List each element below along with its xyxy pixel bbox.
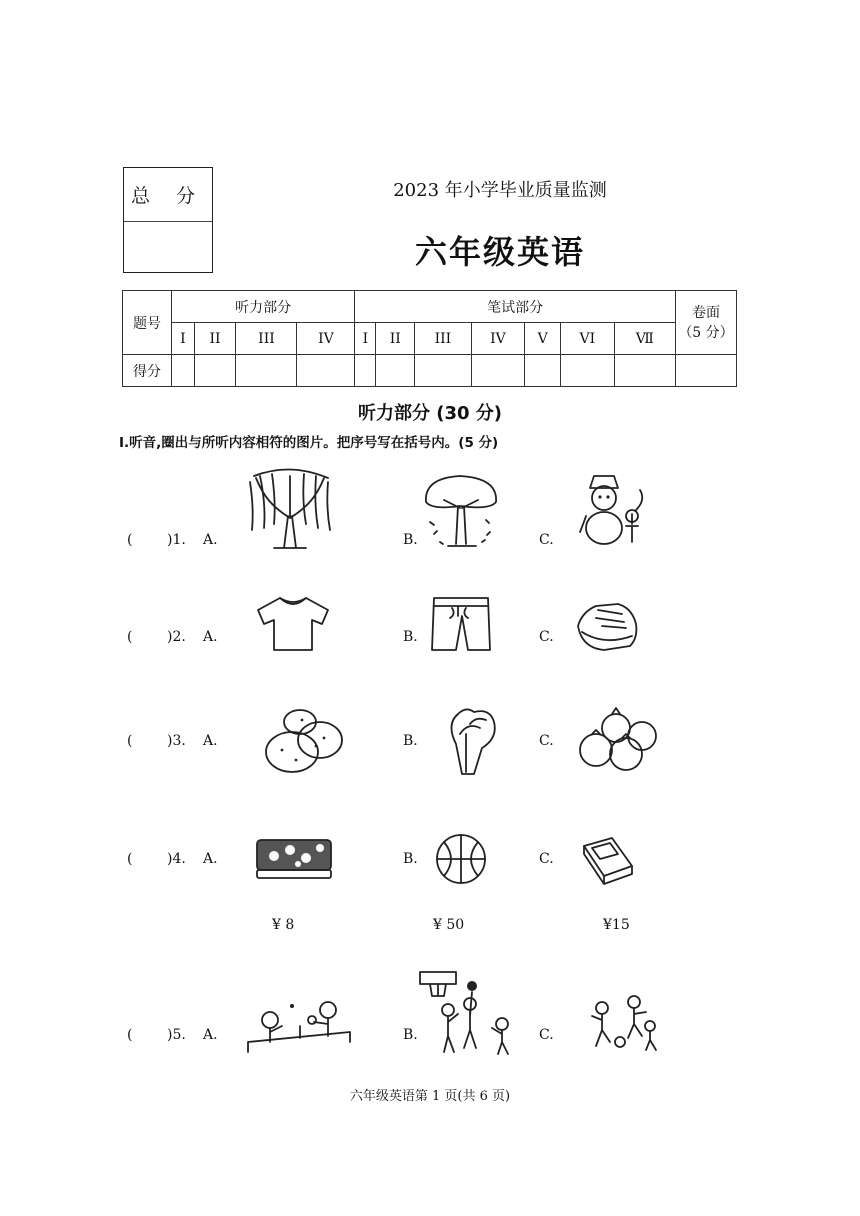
score-cell[interactable] [355,355,376,387]
exam-main-title: 六年级英语 [414,233,585,271]
option-a-label: A. [203,532,218,548]
writing-col: IV [471,323,525,355]
option-b-label: B. [403,629,418,645]
option-b-label: B. [403,851,418,867]
answer-blank[interactable] [137,1023,167,1045]
listening-section-title: 听力部分 (30 分) [357,403,503,424]
writing-col: II [376,323,415,355]
writing-col: Ⅶ [614,323,675,355]
option-a-label: A. [203,851,218,867]
paper-header [676,291,737,355]
total-score-label: 总 分 [124,168,212,222]
total-score-box [123,167,213,273]
listening-col: II [194,323,236,355]
answer-paren-open: ( [127,851,133,867]
score-cell[interactable] [194,355,236,387]
ping-pong-icon[interactable] [246,996,352,1056]
question-instruction: I.听音,圈出与所听内容相符的图片。把序号写在括号内。(5 分) [119,435,499,451]
price-label: ¥15 [603,917,630,933]
score-cell[interactable] [172,355,195,387]
score-cell[interactable] [376,355,415,387]
score-cell[interactable] [236,355,297,387]
option-a-label: A. [203,1027,218,1043]
writing-col: V [525,323,561,355]
row-label-score: 得分 [123,355,172,387]
answer-blank[interactable] [137,528,167,550]
answer-paren-open: ( [127,1027,133,1043]
answer-blank[interactable] [137,625,167,647]
book-icon[interactable] [578,836,636,886]
snowman-icon[interactable] [574,470,654,550]
answer-paren-open: ( [127,532,133,548]
cabbage-icon[interactable] [440,704,500,776]
writing-col: I [355,323,376,355]
listening-header: 听力部分 [172,291,355,323]
question-number: )3. [167,733,186,749]
option-a-label: A. [203,629,218,645]
shorts-icon[interactable] [428,594,494,654]
writing-col: VI [561,323,615,355]
answer-paren-open: ( [127,629,133,645]
option-b-label: B. [403,532,418,548]
paper-points: （5 分） [678,324,734,341]
question-number: )2. [167,629,186,645]
score-cell[interactable] [561,355,615,387]
score-cell[interactable] [415,355,472,387]
answer-paren-open: ( [127,733,133,749]
exam-year-title: 2023 年小学毕业质量监测 [393,180,607,201]
listening-col: IV [297,323,355,355]
score-table [122,290,737,387]
option-c-label: C. [539,851,554,867]
question-number: )5. [167,1027,186,1043]
basketball-icon[interactable] [434,832,488,886]
football-players-icon[interactable] [586,992,662,1052]
writing-header: 笔试部分 [355,291,676,323]
page-footer: 六年级英语第 1 页(共 6 页) [349,1089,511,1104]
option-c-label: C. [539,1027,554,1043]
writing-col: III [415,323,472,355]
option-b-label: B. [403,1027,418,1043]
option-c-label: C. [539,532,554,548]
paper-label: 卷面 [692,304,720,321]
willow-tree-icon[interactable] [244,468,336,550]
option-a-label: A. [203,733,218,749]
pencil-box-icon[interactable] [254,836,334,882]
question-number: )4. [167,851,186,867]
option-c-label: C. [539,629,554,645]
price-label: ¥ 8 [272,917,295,933]
score-cell[interactable] [297,355,355,387]
answer-blank[interactable] [137,847,167,869]
price-label: ¥ 50 [433,917,465,933]
answer-blank[interactable] [137,729,167,751]
score-cell[interactable] [614,355,675,387]
score-cell[interactable] [676,355,737,387]
row-label-number: 题号 [123,291,172,355]
listening-col: III [236,323,297,355]
score-cell[interactable] [525,355,561,387]
t-shirt-icon[interactable] [254,594,332,654]
basketball-players-icon[interactable] [418,970,518,1056]
option-b-label: B. [403,733,418,749]
tomatoes-icon[interactable] [576,706,660,774]
score-cell[interactable] [471,355,525,387]
option-c-label: C. [539,733,554,749]
autumn-tree-icon[interactable] [420,472,502,550]
sneakers-icon[interactable] [574,598,640,656]
potatoes-icon[interactable] [262,706,346,776]
listening-col: I [172,323,195,355]
question-number: )1. [167,532,186,548]
